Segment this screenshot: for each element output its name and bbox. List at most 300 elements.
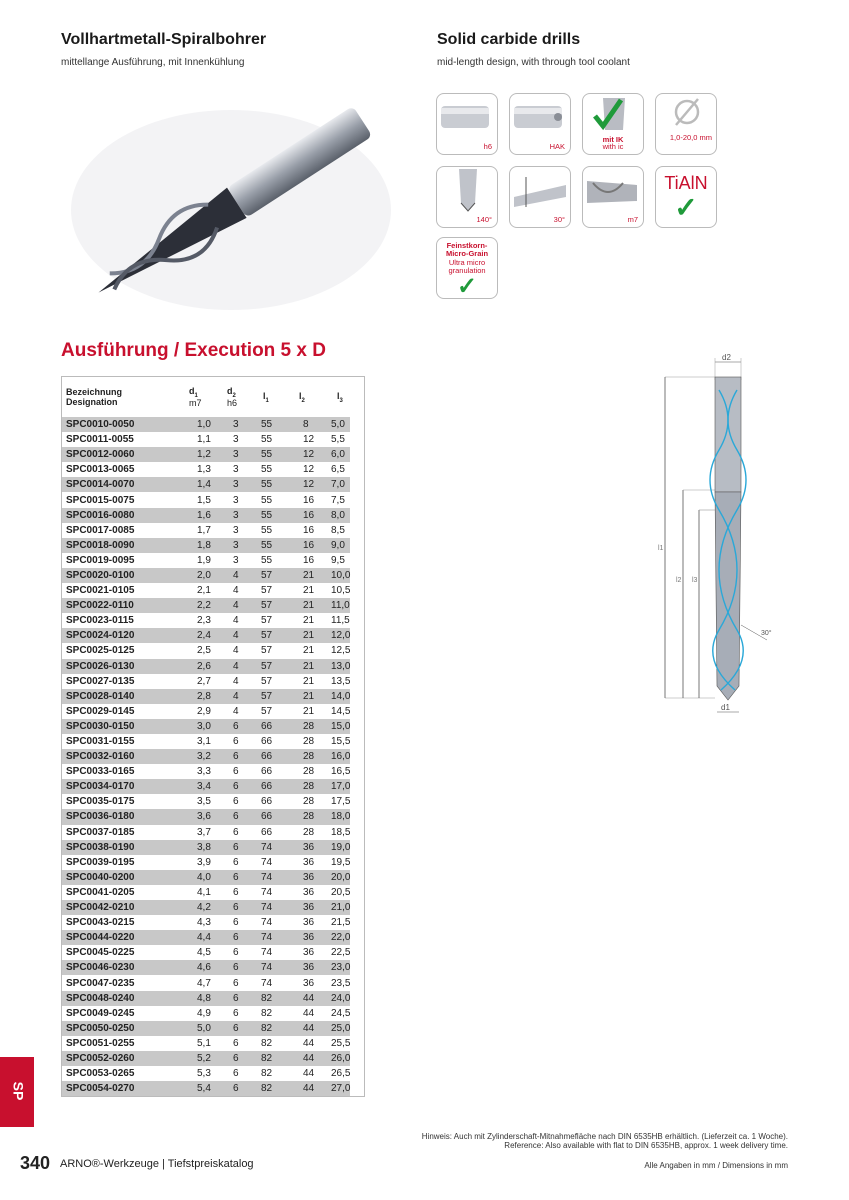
value-cell: 21,5 [331, 917, 351, 929]
table-row [62, 885, 350, 900]
table-row [62, 809, 350, 824]
value-cell: 3 [223, 417, 251, 432]
value-cell: 12 [289, 447, 327, 462]
value-cell: 2,7 [197, 675, 211, 687]
designation-cell: SPC0014-0070 [62, 477, 175, 492]
value-cell: 82 [251, 1051, 289, 1066]
value-cell: 17,5 [331, 796, 351, 808]
value-cell: 10,5 [331, 585, 351, 597]
designation-cell: SPC0050-0250 [62, 1021, 175, 1036]
designation-cell: SPC0039-0195 [66, 856, 135, 868]
value-cell: 6 [233, 886, 239, 898]
value-cell: 28 [289, 809, 327, 824]
value-cell: 82 [261, 1007, 273, 1019]
table-row [62, 915, 350, 930]
table-row [62, 523, 350, 538]
value-cell: 3 [233, 464, 239, 476]
value-cell: 22,0 [327, 930, 350, 945]
designation-cell: SPC0036-0180 [62, 809, 175, 824]
designation-cell: SPC0015-0075 [66, 494, 135, 506]
table-row [62, 583, 350, 598]
value-cell: 20,0 [327, 870, 350, 885]
value-cell: 4,0 [175, 870, 223, 885]
value-cell: 57 [261, 675, 273, 687]
value-cell: 55 [261, 464, 273, 476]
table-row [62, 719, 350, 734]
value-cell: 5,0 [175, 1021, 223, 1036]
value-cell: 36 [303, 977, 315, 989]
value-cell: 74 [251, 840, 289, 855]
value-cell: 28 [289, 749, 327, 764]
value-cell: 1,4 [175, 477, 223, 492]
value-cell: 16,0 [327, 749, 350, 764]
value-cell: 21 [289, 689, 327, 704]
value-cell: 21 [303, 645, 315, 657]
table-row [62, 447, 350, 462]
value-cell: 7,0 [327, 477, 350, 492]
designation-cell: SPC0043-0215 [66, 917, 135, 929]
table-row [62, 1006, 350, 1021]
header-l2: $l_2$ [299, 390, 305, 404]
table-row [62, 568, 350, 583]
header-l3: $l_3$ [337, 390, 343, 404]
value-cell: 2,3 [197, 615, 211, 627]
designation-cell: SPC0017-0085 [66, 524, 135, 536]
value-cell: 74 [251, 900, 289, 915]
value-cell: 2,2 [175, 598, 223, 613]
value-cell: 1,3 [197, 464, 211, 476]
value-cell: 15,5 [331, 736, 351, 748]
value-cell: 55 [261, 524, 273, 536]
value-cell: 6 [223, 960, 251, 975]
shank-hak-icon: HAK [509, 93, 571, 155]
table-row [62, 870, 350, 885]
value-cell: 5,0 [327, 417, 350, 432]
value-cell: 3 [233, 524, 239, 536]
table-row [62, 1081, 350, 1096]
l2-label: l2 [676, 577, 682, 584]
value-cell: 6 [233, 796, 239, 808]
value-cell: 28 [289, 779, 327, 794]
catalog-name: ARNO®-Werkzeuge | Tiefstpreiskatalog [60, 1158, 254, 1170]
title-en: Solid carbide drills [437, 31, 581, 48]
value-cell: 66 [251, 809, 289, 824]
value-cell: 21 [303, 615, 315, 627]
value-cell: 25,0 [327, 1021, 350, 1036]
helix-angle-label: 30° [761, 630, 772, 637]
value-cell: 2,9 [197, 705, 211, 717]
value-cell: 3,7 [197, 826, 211, 838]
value-cell: 12 [303, 434, 315, 446]
value-cell: 6 [223, 809, 251, 824]
value-cell: 21 [289, 659, 327, 674]
value-cell: 2,1 [197, 585, 211, 597]
value-cell: 1,5 [197, 494, 211, 506]
value-cell: 20,5 [331, 886, 351, 898]
value-cell: 28 [303, 826, 315, 838]
value-cell: 3,5 [197, 796, 211, 808]
value-cell: 13,5 [331, 675, 351, 687]
value-cell: 6 [233, 736, 239, 748]
coating-tialn-icon: TiAlN ✓ [655, 166, 717, 228]
designation-cell: SPC0018-0090 [62, 538, 175, 553]
table-row [62, 960, 350, 975]
value-cell: 74 [251, 870, 289, 885]
value-cell: 57 [261, 585, 273, 597]
table-row [62, 825, 350, 840]
value-cell: 3 [223, 447, 251, 462]
table-row [62, 643, 350, 658]
drawing-flute [715, 492, 741, 700]
value-cell: 3,9 [197, 856, 211, 868]
value-cell: 4,7 [197, 977, 211, 989]
table-row [62, 749, 350, 764]
value-cell: 25,5 [331, 1037, 351, 1049]
value-cell: 82 [261, 1068, 273, 1080]
value-cell: 55 [251, 447, 289, 462]
shank-h6-icon: h6 [436, 93, 498, 155]
footer-note: Hinweis: Auch mit Zylinderschaft-Mitnahmefläche nach DIN 6535HB erhältlich. (Lieferzeit ca. 1 Woche). Reference: Also available with flat to DIN 6535HB, approx. 1 week delivery time. [421, 1132, 788, 1150]
value-cell: 36 [289, 870, 327, 885]
table-row [62, 538, 350, 553]
value-cell: 57 [251, 598, 289, 613]
value-cell: 4 [223, 659, 251, 674]
value-cell: 4,5 [197, 947, 211, 959]
value-cell: 3 [233, 554, 239, 566]
designation-cell: SPC0032-0160 [62, 749, 175, 764]
table-row [62, 991, 350, 1006]
value-cell: 3 [223, 508, 251, 523]
value-cell: 4 [233, 585, 239, 597]
value-cell: 18,0 [327, 809, 350, 824]
value-cell: 3,4 [175, 779, 223, 794]
check-icon: ✓ [456, 273, 478, 299]
coolant-ic-icon: mit IK with ic [582, 93, 644, 155]
value-cell: 44 [303, 1037, 315, 1049]
designation-cell: SPC0046-0230 [62, 960, 175, 975]
section-side-tab[interactable]: SP [0, 1057, 34, 1127]
subtitle-de: mittellange Ausführung, mit Innenkühlung [61, 57, 245, 68]
value-cell: 6 [223, 1081, 251, 1096]
designation-cell: SPC0037-0185 [66, 826, 135, 838]
micro-grain-icon: Feinstkorn- Micro-Grain Ultra micro granulation ✓ [436, 237, 498, 299]
value-cell: 3 [233, 494, 239, 506]
value-cell: 55 [251, 508, 289, 523]
title-de: Vollhartmetall-Spiralbohrer [61, 31, 267, 48]
value-cell: 1,0 [175, 417, 223, 432]
value-cell: 66 [251, 719, 289, 734]
value-cell: 11,5 [331, 615, 350, 627]
value-cell: 21 [289, 628, 327, 643]
table-row [62, 417, 350, 432]
value-cell: 82 [251, 991, 289, 1006]
value-cell: 6 [223, 779, 251, 794]
value-cell: 36 [303, 947, 315, 959]
value-cell: 18,5 [331, 826, 351, 838]
value-cell: 57 [251, 568, 289, 583]
page-number: 340 [20, 1153, 51, 1173]
helix-angle-icon: 30° [509, 166, 571, 228]
value-cell: 6,5 [331, 464, 345, 476]
value-cell: 8,0 [327, 508, 350, 523]
value-cell: 82 [251, 1021, 289, 1036]
value-cell: 2,4 [175, 628, 223, 643]
value-cell: 8,5 [331, 524, 345, 536]
subtitle-en: mid-length design, with through tool coolant [437, 57, 630, 68]
value-cell: 26,5 [331, 1068, 351, 1080]
tolerance-m7-icon: m7 [582, 166, 644, 228]
designation-cell: SPC0016-0080 [62, 508, 175, 523]
table-row [62, 945, 350, 960]
l3-label: l3 [692, 577, 698, 584]
value-cell: 6 [233, 917, 239, 929]
value-cell: 74 [261, 917, 273, 929]
value-cell: 66 [251, 749, 289, 764]
value-cell: 26,0 [327, 1051, 350, 1066]
value-cell: 44 [289, 1081, 327, 1096]
value-cell: 1,9 [197, 554, 211, 566]
value-cell: 5,4 [175, 1081, 223, 1096]
technical-drawing [655, 350, 785, 720]
value-cell: 74 [261, 947, 273, 959]
value-cell: 6 [223, 870, 251, 885]
value-cell: 74 [261, 977, 273, 989]
value-cell: 55 [251, 477, 289, 492]
value-cell: 7,5 [331, 494, 345, 506]
diameter-range-icon: 1,0-20,0 mm [655, 93, 717, 155]
d1-label: d1 [721, 703, 730, 712]
table-row [62, 477, 350, 492]
value-cell: 21 [303, 675, 315, 687]
value-cell: 82 [261, 1037, 273, 1049]
value-cell: 3 [233, 434, 239, 446]
table-row [62, 779, 350, 794]
value-cell: 44 [289, 1051, 327, 1066]
value-cell: 74 [251, 960, 289, 975]
designation-cell: SPC0020-0100 [62, 568, 175, 583]
value-cell: 19,5 [331, 856, 351, 868]
table-row [62, 1021, 350, 1036]
table-row [62, 840, 350, 855]
designation-cell: SPC0041-0205 [66, 886, 135, 898]
designation-cell: SPC0022-0110 [62, 598, 175, 613]
value-cell: 6 [233, 1037, 239, 1049]
value-cell: 2,0 [175, 568, 223, 583]
table-row [62, 1066, 350, 1081]
value-cell: 9,0 [327, 538, 350, 553]
designation-cell: SPC0012-0060 [62, 447, 175, 462]
value-cell: 1,7 [197, 524, 211, 536]
value-cell: 57 [261, 615, 273, 627]
units-note: Alle Angaben in mm / Dimensions in mm [644, 1161, 788, 1170]
value-cell: 6 [233, 1068, 239, 1080]
value-cell: 24,0 [327, 991, 350, 1006]
drill-photo [61, 90, 406, 320]
value-cell: 6 [233, 766, 239, 778]
value-cell: 12 [289, 477, 327, 492]
value-cell: 55 [261, 554, 273, 566]
table-row [62, 734, 350, 749]
value-cell: 6 [233, 856, 239, 868]
designation-cell: SPC0028-0140 [62, 689, 175, 704]
designation-cell: SPC0051-0255 [66, 1037, 135, 1049]
value-cell: 3,0 [175, 719, 223, 734]
value-cell: 3,1 [197, 736, 211, 748]
value-cell: 36 [303, 917, 315, 929]
value-cell: 2,8 [175, 689, 223, 704]
value-cell: 44 [289, 1021, 327, 1036]
table-row [62, 689, 350, 704]
value-cell: 4,1 [197, 886, 211, 898]
value-cell: 36 [289, 960, 327, 975]
value-cell: 55 [251, 417, 289, 432]
value-cell: 22,5 [331, 947, 351, 959]
designation-cell: SPC0031-0155 [66, 736, 135, 748]
value-cell: 6 [233, 826, 239, 838]
designation-cell: SPC0042-0210 [62, 900, 175, 915]
value-cell: 6,0 [327, 447, 350, 462]
point-angle-icon: 140° [436, 166, 498, 228]
designation-cell: SPC0049-0245 [66, 1007, 135, 1019]
value-cell: 4,3 [197, 917, 211, 929]
value-cell: 9,5 [331, 554, 345, 566]
value-cell: 57 [251, 628, 289, 643]
value-cell: 74 [251, 930, 289, 945]
designation-cell: SPC0023-0115 [66, 615, 134, 627]
value-cell: 4 [223, 598, 251, 613]
value-cell: 16 [303, 494, 315, 506]
value-cell: 36 [289, 930, 327, 945]
value-cell: 4,9 [197, 1007, 211, 1019]
value-cell: 57 [261, 705, 273, 717]
value-cell: 14,0 [327, 689, 350, 704]
designation-cell: SPC0011-0055 [66, 434, 134, 446]
table-row [62, 492, 350, 507]
designation-cell: SPC0033-0165 [66, 766, 135, 778]
designation-cell: SPC0038-0190 [62, 840, 175, 855]
table-row [62, 628, 350, 643]
l1-label: l1 [658, 545, 664, 552]
table-row [62, 508, 350, 523]
table-row [62, 462, 350, 477]
value-cell: 55 [251, 538, 289, 553]
designation-cell: SPC0019-0095 [66, 554, 135, 566]
value-cell: 12,0 [327, 628, 350, 643]
designation-cell: SPC0053-0265 [66, 1068, 135, 1080]
table-row [62, 1036, 350, 1051]
value-cell: 11,0 [327, 598, 350, 613]
table-row [62, 613, 350, 628]
value-cell: 4 [233, 705, 239, 717]
value-cell: 16 [303, 524, 315, 536]
value-cell: 3,6 [175, 809, 223, 824]
value-cell: 57 [251, 689, 289, 704]
value-cell: 6 [223, 900, 251, 915]
value-cell: 1,6 [175, 508, 223, 523]
designation-cell: SPC0052-0260 [62, 1051, 175, 1066]
d2-label: d2 [722, 353, 731, 362]
value-cell: 21 [303, 705, 315, 717]
designation-cell: SPC0034-0170 [62, 779, 175, 794]
header-d1: $d_1$ m7 [189, 385, 202, 409]
value-cell: 4 [223, 628, 251, 643]
value-cell: 21 [303, 585, 315, 597]
value-cell: 6 [233, 977, 239, 989]
designation-cell: SPC0048-0240 [62, 991, 175, 1006]
header-designation: Bezeichnung Designation [66, 387, 123, 407]
value-cell: 6 [223, 719, 251, 734]
value-cell: 23,5 [331, 977, 351, 989]
value-cell: 6 [233, 947, 239, 959]
value-cell: 16 [303, 554, 315, 566]
header-l1: $l_1$ [263, 390, 269, 404]
value-cell: 8 [289, 417, 327, 432]
value-cell: 66 [261, 826, 273, 838]
value-cell: 2,6 [175, 659, 223, 674]
table-row [62, 900, 350, 915]
designation-cell: SPC0045-0225 [66, 947, 135, 959]
value-cell: 24,5 [331, 1007, 351, 1019]
value-cell: 44 [303, 1007, 315, 1019]
value-cell: 57 [261, 645, 273, 657]
value-cell: 16 [289, 508, 327, 523]
value-cell: 19,0 [327, 840, 350, 855]
designation-cell: SPC0054-0270 [62, 1081, 175, 1096]
designation-cell: SPC0035-0175 [66, 796, 135, 808]
designation-cell: SPC0040-0200 [62, 870, 175, 885]
value-cell: 5,2 [175, 1051, 223, 1066]
value-cell: 44 [303, 1068, 315, 1080]
value-cell: 4,2 [175, 900, 223, 915]
table-row [62, 855, 350, 870]
designation-cell: SPC0026-0130 [62, 659, 175, 674]
value-cell: 3,8 [175, 840, 223, 855]
designation-cell: SPC0013-0065 [66, 464, 135, 476]
section-title: Ausführung / Execution 5 x D [61, 340, 326, 361]
value-cell: 15,0 [327, 719, 350, 734]
designation-cell: SPC0047-0235 [66, 977, 135, 989]
value-cell: 27,0 [327, 1081, 350, 1096]
value-cell: 5,5 [331, 434, 345, 446]
value-cell: 36 [289, 900, 327, 915]
table-row [62, 704, 350, 719]
value-cell: 2,5 [197, 645, 211, 657]
value-cell: 6 [223, 749, 251, 764]
value-cell: 28 [303, 766, 315, 778]
value-cell: 3 [223, 538, 251, 553]
value-cell: 4 [233, 615, 239, 627]
value-cell: 4 [223, 689, 251, 704]
value-cell: 17,0 [327, 779, 350, 794]
value-cell: 57 [251, 659, 289, 674]
designation-cell: SPC0029-0145 [66, 705, 135, 717]
designation-cell: SPC0044-0220 [62, 930, 175, 945]
value-cell: 36 [303, 886, 315, 898]
designation-cell: SPC0021-0105 [66, 585, 135, 597]
designation-cell: SPC0025-0125 [66, 645, 135, 657]
value-cell: 6 [223, 840, 251, 855]
value-cell: 21 [289, 568, 327, 583]
value-cell: 3,2 [175, 749, 223, 764]
value-cell: 21 [289, 598, 327, 613]
table-row [62, 794, 350, 809]
drawing-shank [715, 377, 741, 492]
value-cell: 10,0 [327, 568, 350, 583]
table-row [62, 432, 350, 447]
value-cell: 12,5 [331, 645, 351, 657]
value-cell: 74 [261, 856, 273, 868]
table-row [62, 975, 350, 990]
